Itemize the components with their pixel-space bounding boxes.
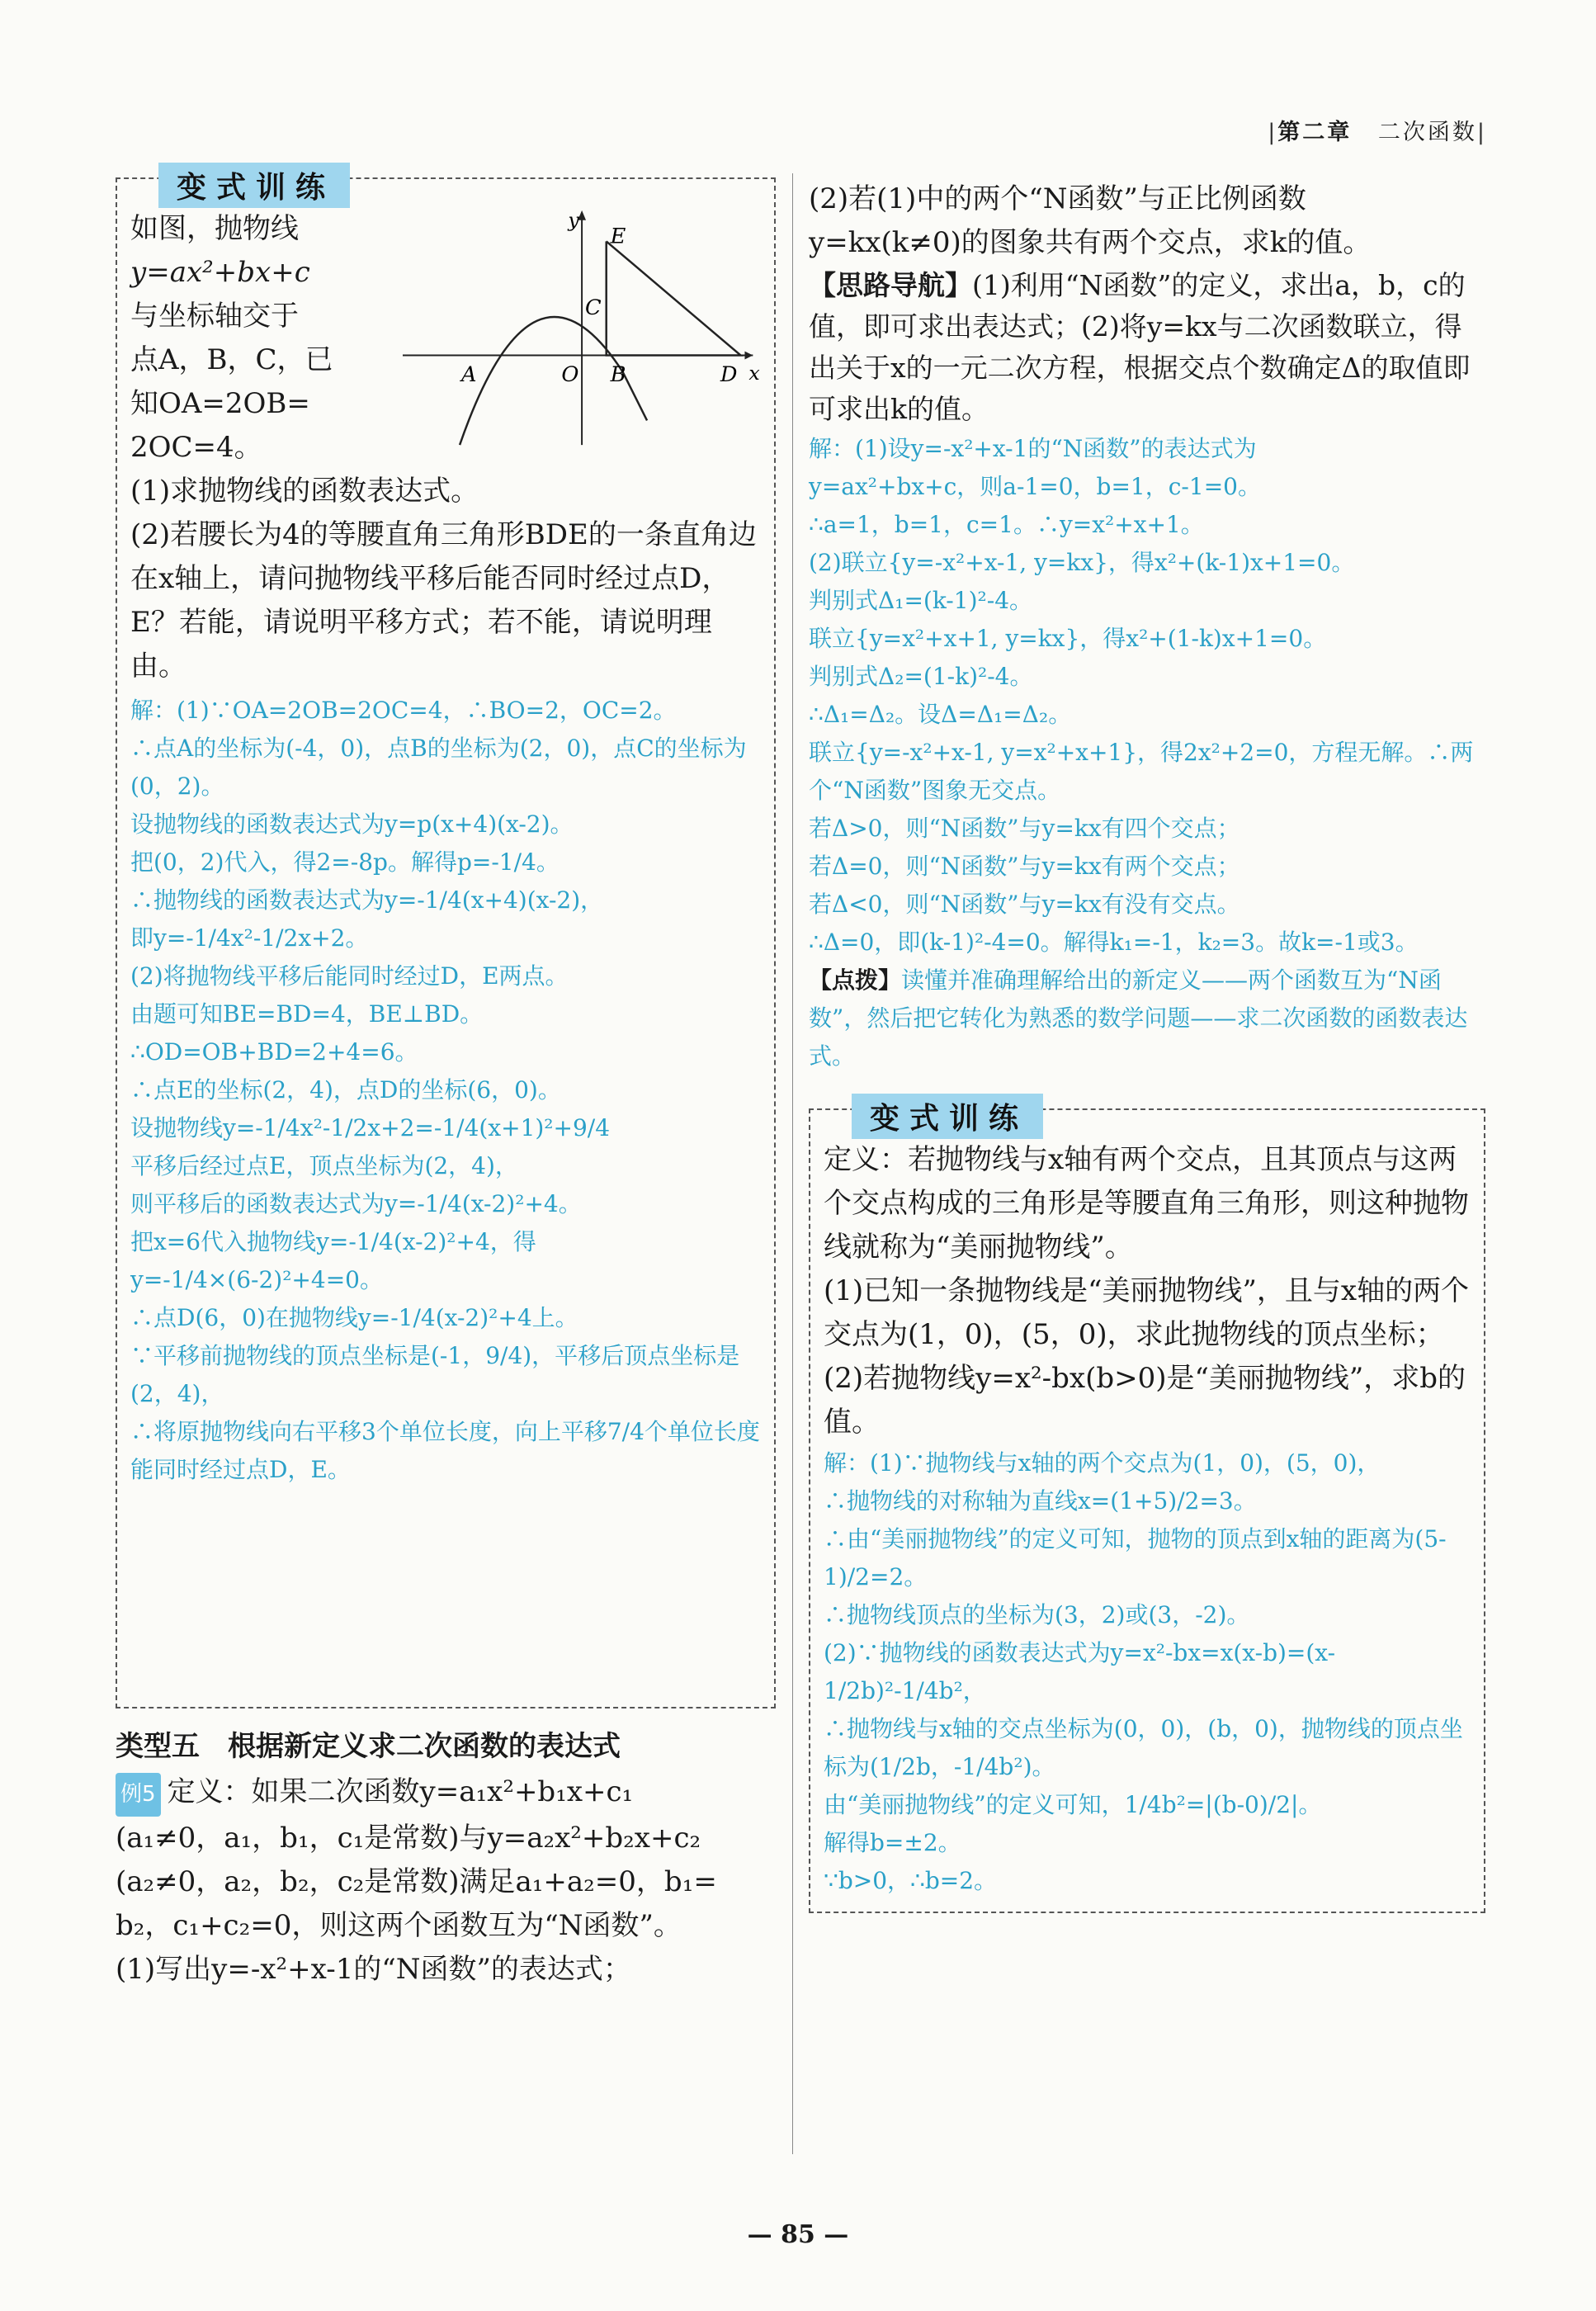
variant-exercise-box-left: [116, 171, 776, 1708]
solution-line: (2)∵抛物线的函数表达式为y=x²-bx=x(x-b)=(x-1/2b)²-1/4b²，: [824, 1639, 1336, 1704]
example-5: [116, 1770, 776, 1992]
solution-line: ∴a=1，b=1，c=1。∴y=x²+x+1。: [809, 511, 1204, 538]
solution-line: 由“美丽抛物线”的定义可知，1/4b²=|(b-0)/2|。: [824, 1791, 1322, 1818]
solution-line: ∴抛物线与x轴的交点坐标为(0，0)，(b，0)，抛物线的顶点坐标为(1/2b，-1/4b²)。: [824, 1715, 1463, 1780]
solution-line: 若Δ=0，则“N函数”与y=kx有两个交点；: [809, 853, 1240, 880]
label-D: D: [720, 362, 738, 388]
section-title: 类型五 根据新定义求二次函数的表达式: [116, 1730, 621, 1763]
intro-line: 与坐标轴交于: [130, 300, 299, 333]
solution-line: 则平移后的函数表达式为y=-1/4(x-2)²+4。: [130, 1190, 582, 1217]
intro-line: 知OA=2OB=: [130, 387, 310, 420]
solution-line: ∴点E的坐标(2，4)，点D的坐标(6，0)。: [130, 1076, 561, 1104]
solution-line: ∴抛物线的对称轴为直线x=(1+5)/2=3。: [824, 1487, 1257, 1515]
hint-text: (1)利用“N函数”的定义，求出a，b，c的值，即可求出表达式；(2)将y=kx与二次函数联立，得出关于x的一元二次方程，根据交点个数确定Δ的取值即可求出k的值。: [809, 269, 1471, 425]
page-number: — 85 —: [747, 2220, 849, 2249]
solution-line: 判别式Δ₂=(1-k)²-4。: [809, 663, 1033, 690]
solution-line: 解：(1)∵OA=2OB=2OC=4，∴BO=2，OC=2。: [130, 697, 677, 724]
intro-line: 如图，抛物线: [130, 212, 299, 245]
example-line: (a₁≠0，a₁，b₁，c₁是常数)与y=a₂x²+b₂x+c₂: [116, 1822, 701, 1855]
parabola-graph: [403, 207, 761, 447]
solution-line: 联立{y=-x²+x-1, y=x²+x+1}，得2x²+2=0，方程无解。∴两个“N函数”图象无交点。: [809, 739, 1474, 804]
example-line: (1)写出y=-x²+x-1的“N函数”的表达式；: [116, 1953, 631, 1986]
x-axis-arrow: [744, 352, 753, 360]
intro-line: y=ax²+bx+c: [130, 256, 310, 289]
solution-line: 即y=-1/4x²-1/2x+2。: [130, 924, 369, 952]
exercise-solution: [824, 1444, 1471, 1900]
solution-line: 平移后经过点E，顶点坐标为(2，4)，: [130, 1152, 518, 1179]
intro-line: 2OC=4。: [130, 431, 262, 464]
label-y: y: [568, 208, 579, 232]
solution-line: (2)联立{y=-x²+x-1, y=kx}，得x²+(k-1)x+1=0。: [809, 549, 1355, 576]
solution-line: 若Δ>0，则“N函数”与y=kx有四个交点；: [809, 815, 1240, 842]
solution-line: 由题可知BE=BD=4，BE⊥BD。: [130, 1000, 484, 1028]
example-badge: 例5: [116, 1773, 161, 1817]
column-divider: [792, 173, 793, 2154]
solution-line: (2)将抛物线平移后能同时经过D，E两点。: [130, 962, 569, 990]
solution-line: ∴将原抛物线向右平移3个单位长度，向上平移7/4个单位长度能同时经过点D，E。: [130, 1418, 760, 1483]
solution-line: ∴点A的坐标为(-4，0)，点B的坐标为(2，0)，点C的坐标为(0，2)。: [130, 735, 747, 800]
example-line: [116, 1770, 776, 1817]
label-E: E: [610, 224, 626, 249]
triangle-BDE: [607, 241, 741, 355]
solution-line: ∵b>0，∴b=2。: [824, 1867, 998, 1894]
variant-exercise-title: 变式训练: [158, 163, 350, 208]
tip-paragraph: [809, 962, 1485, 1075]
hint-tag: 【思路导航】: [809, 269, 972, 301]
solution-line: 解：(1)设y=-x²+x-1的“N函数”的表达式为: [809, 435, 1257, 462]
example-line-text: 定义：如果二次函数y=a₁x²+b₁x+c₁: [167, 1775, 634, 1808]
solution-line: ∴Δ=0，即(k-1)²-4=0。解得k₁=-1，k₂=3。故k=-1或3。: [809, 929, 1419, 956]
question-2: (2)若腰长为4的等腰直角三角形BDE的一条直角边在x轴上，请问抛物线平移后能否同时经过点D，E？若能，请说明平移方式；若不能，请说明理由。: [130, 518, 757, 683]
intro-text: [130, 207, 391, 470]
solution-line: ∴Δ₁=Δ₂。设Δ=Δ₁=Δ₂。: [809, 701, 1072, 728]
variant-exercise-title: 变式训练: [852, 1094, 1043, 1139]
solution-line: y=ax²+bx+c，则a-1=0，b=1，c-1=0。: [809, 473, 1261, 500]
hint-paragraph: [809, 265, 1485, 430]
solution-line: ∴OD=OB+BD=2+4=6。: [130, 1038, 418, 1066]
solution-line: 若Δ<0，则“N函数”与y=kx有没有交点。: [809, 891, 1240, 918]
question-1: (1)求抛物线的函数表达式。: [130, 475, 479, 508]
variant-exercise-box-right: [809, 1102, 1485, 1913]
example-line: b₂，c₁+c₂=0，则这两个函数互为“N函数”。: [116, 1909, 682, 1942]
solution-line: 把x=6代入抛物线y=-1/4(x-2)²+4，得: [130, 1228, 536, 1255]
solution-line: ∴抛物线的函数表达式为y=-1/4(x+4)(x-2)，: [130, 886, 604, 914]
solution-line: ∵平移前抛物线的顶点坐标是(-1，9/4)，平移后顶点坐标是(2，4)，: [130, 1342, 740, 1407]
solution-line: 设抛物线的函数表达式为y=p(x+4)(x-2)。: [130, 811, 574, 838]
solution-line: 设抛物线y=-1/4x²-1/2x+2=-1/4(x+1)²+9/4: [130, 1114, 611, 1141]
label-O: O: [561, 362, 579, 388]
label-B: B: [610, 362, 626, 388]
exercise-line: 定义：若抛物线与x轴有两个交点，且其顶点与这两个交点构成的三角形是等腰直角三角形，则这种抛物线就称为“美丽抛物线”。: [824, 1143, 1469, 1264]
exercise-line: (1)已知一条抛物线是“美丽抛物线”，且与x轴的两个交点为(1，0)，(5，0)，求此抛物线的顶点坐标；: [824, 1274, 1470, 1351]
solution-line: 解得b=±2。: [824, 1829, 961, 1856]
label-C: C: [584, 295, 602, 321]
solution-line: 把(0，2)代入，得2=-8p。解得p=-1/4。: [130, 848, 560, 876]
intro-line: 点A，B，C，已: [130, 343, 333, 376]
question-line: y=kx(k≠0)的图象共有两个交点，求k的值。: [809, 226, 1372, 259]
solution-line: ∴点D(6，0)在抛物线y=-1/4(x-2)²+4上。: [130, 1304, 578, 1331]
page-header: |第二章 二次函数|: [1268, 120, 1487, 145]
exercise-line: (2)若抛物线y=x²-bx(b>0)是“美丽抛物线”，求b的值。: [824, 1362, 1466, 1439]
intro-with-graph: [130, 207, 761, 470]
left-column: [116, 171, 776, 1992]
example-line: (a₂≠0，a₂，b₂，c₂是常数)满足a₁+a₂=0，b₁=: [116, 1865, 717, 1898]
solution-line: ∴由“美丽抛物线”的定义可知，抛物的顶点到x轴的距离为(5-1)/2=2。: [824, 1525, 1447, 1590]
solution-right: [809, 430, 1485, 962]
tip-tag: 【点拨】: [809, 966, 902, 994]
solution-line: 判别式Δ₁=(k-1)²-4。: [809, 587, 1033, 614]
question-line: (2)若(1)中的两个“N函数”与正比例函数: [809, 182, 1306, 215]
subject-label: 二次函数: [1377, 120, 1477, 145]
right-column: [809, 177, 1485, 1913]
solution-line: 联立{y=x²+x+1, y=kx}，得x²+(1-k)x+1=0。: [809, 625, 1327, 652]
solution-line: 解：(1)∵抛物线与x轴的两个交点为(1，0)，(5，0)，: [824, 1449, 1381, 1477]
label-A: A: [460, 362, 477, 388]
tip-text: 读懂并准确理解给出的新定义——两个函数互为“N函数”，然后把它转化为熟悉的数学问题——求二次函数的函数表达式。: [809, 966, 1468, 1070]
solution-line: y=-1/4×(6-2)²+4=0。: [130, 1266, 383, 1293]
label-x: x: [748, 362, 760, 385]
solution-line: ∴抛物线顶点的坐标为(3，2)或(3，-2)。: [824, 1601, 1250, 1628]
chapter-label: 第二章: [1277, 120, 1353, 145]
solution-left: [130, 692, 761, 1489]
